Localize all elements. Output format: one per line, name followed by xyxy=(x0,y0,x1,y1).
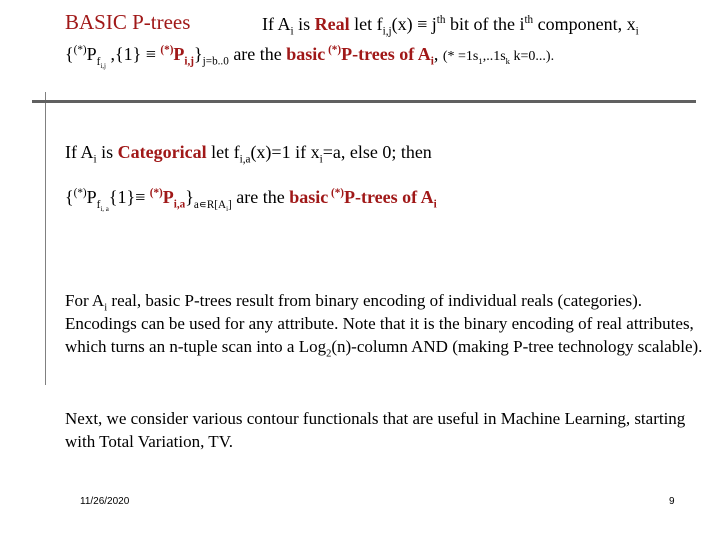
next-topic-paragraph: Next, we consider various contour functionals that are useful in Machine Learning, starting with Total Variation, TV. xyxy=(65,409,686,451)
real-definition-line: If $A_i$ is Real let $f_{i,j}(x) \equiv j^{th}$ bit of the $i^{th}$ component, $x_i$ xyxy=(262,14,639,38)
real-keyword: Real xyxy=(314,14,350,34)
categorical-definition-line: If $A_i$ is Categorical let $f_{i,a}(x)=1$ if $x_i=a$, else 0; then xyxy=(65,142,432,166)
categorical-keyword: Categorical xyxy=(117,142,207,162)
real-ptree-formula-line: {$^{(*)}P_{f_{i,j}}$ $,\{1\} \equiv ^{(*)}P_{i,j}\}_{j=b..0}$ are the basic (*)P-trees of $A_i$, (* $=1s_1,..1s_k$ k=0...). xyxy=(65,44,555,70)
slide-title: BASIC P-trees xyxy=(65,10,191,34)
vertical-divider xyxy=(45,92,46,385)
basic-keyword: basic xyxy=(286,44,326,64)
real-encoding-paragraph: For $A_i$ real, basic P-trees result from binary encoding of individual reals (categories). Encodings can be used for any attribute. Note that it is the binary encoding of real attributes, which turns an n-tuple scan into a Log$_2$(n)-column AND (making P-tree technology scalable). xyxy=(65,291,703,360)
categorical-ptree-formula-line: $\{^{(*)}P_{f_{i, a}}\{1\}\equiv ^{(*)}P_{i,a}\}_{a∊R[A_i]}$ are the basic (*)P-trees of $A_i$ xyxy=(65,187,437,213)
horizontal-divider xyxy=(32,100,696,103)
slide-date: 11/26/2020 xyxy=(80,496,130,507)
footnote-star: (* $=1s_1,..1s_k$ k=0...). xyxy=(442,49,555,66)
slide-number: 9 xyxy=(669,496,675,507)
